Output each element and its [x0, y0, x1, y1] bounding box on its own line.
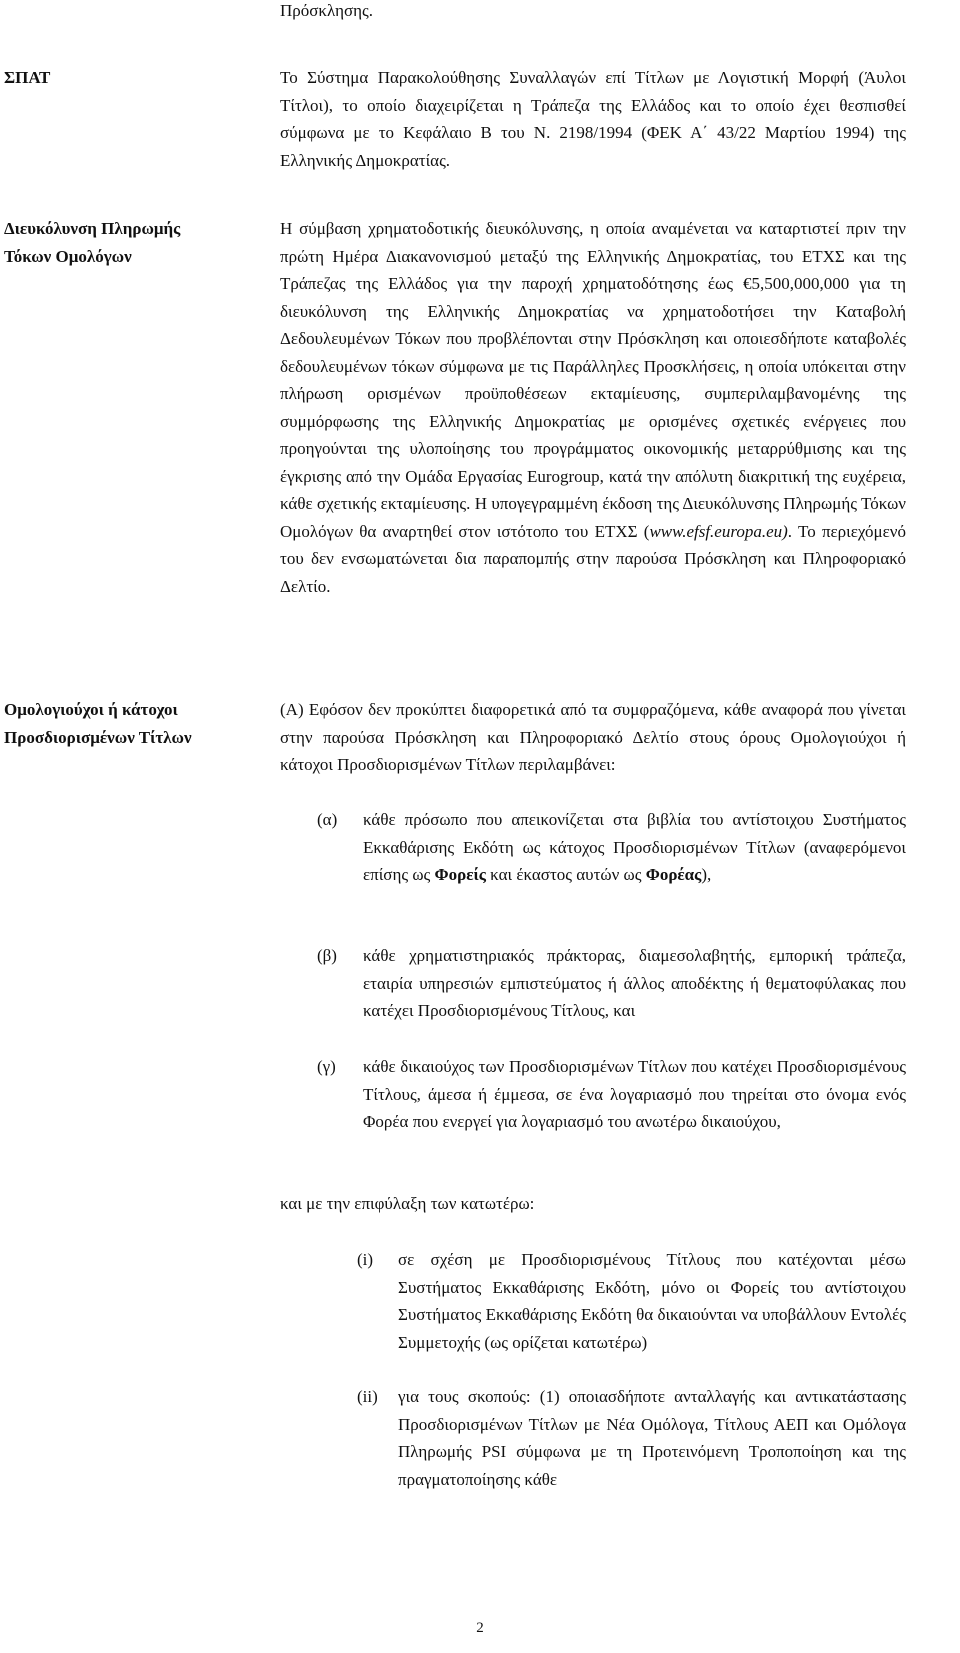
item-a-text-part3: ),: [701, 865, 712, 884]
efsf-website-link[interactable]: www.efsf.europa.eu): [649, 521, 788, 541]
item-a-text-part2: και έκαστος αυτών ως: [485, 865, 646, 884]
item-ii-label: (ii): [357, 1387, 378, 1406]
definition-interest-facility-text-b: . Το περιεχόμενό του δεν ενσωματώνεται δια παραπομπής στην παρούσα Πρόσκληση και Πληροφοριακό Δελτίο.: [280, 521, 906, 596]
item-a-text: [363, 806, 906, 889]
item-a-text-part1: κάθε πρόσωπο που απεικονίζεται στα βιβλία του αντίστοιχου Συστήματος Εκκαθάρισης Εκδότη ως κάτοχος Προσδιορισμένων Τίτλων (αναφερόμενοι επίσης ως: [363, 810, 906, 884]
item-c-text: κάθε δικαιούχος των Προσδιορισμένων Τίτλων που κατέχει Προσδιορισμένους Τίτλους, άμεσα ή έμμεσα, σε ένα λογαριασμό που τηρείται στο όνομα ενός Φορέα που ενεργεί για λογαριασμό του ανωτέρω δικαιούχου,: [363, 1057, 906, 1131]
page-number: 2: [476, 1620, 484, 1636]
item-i-text: σε σχέση με Προσδιορισμένους Τίτλους που κατέχονται μέσω Συστήματος Εκκαθάρισης Εκδότη, μόνο οι Φορείς του αντίστοιχου Συστήματος Εκκαθάρισης Εκδότη θα δικαιούνται να υποβάλλουν Εντολές Συμμετοχής (ως ορίζεται κατωτέρω): [398, 1250, 906, 1352]
item-b-label: (β): [317, 946, 337, 965]
term-bondholders-line2: Προσδιορισμένων Τίτλων: [4, 727, 192, 747]
term-bondholders-line1: Ομολογιούχοι ή κάτοχοι: [4, 700, 178, 719]
item-b-text: κάθε χρηματιστηριακός πράκτορας, διαμεσολαβητής, εμπορική τράπεζα, εταιρία υπηρεσιών εμπιστεύματος ή άλλος αποδέκτης ή θεματοφύλακας που κατέχει Προσδιορισμένους Τίτλους, και: [363, 946, 906, 1020]
term-spat: ΣΠΑΤ: [4, 68, 51, 87]
definition-interest-facility-text-a: Η σύμβαση χρηματοδοτικής διευκόλυνσης, η οποία αναμένεται να καταρτιστεί πριν την πρώτη Ημέρα Διακανονισμού μεταξύ της Ελληνικής Δημοκρατίας, του ΕΤΧΣ και της Τράπεζας της Ελλάδος για την παροχή χρηματοδότησης έως €5,500,000,000 για τη διευκόλυνση της Ελληνικής Δημοκρατίας να χρηματοδοτήσει την Καταβολή Δεδουλευμένων Τόκων που προβλέπονται στην Πρόσκληση και οποιεσδήποτε καταβολές δεδουλευμένων τόκων σύμφωνα με τις Παράλληλες Προσκλήσεις, η οποία υπόκειται στην πλήρωση ορισμένων προϋποθέσεων εκταμίευσης, συμπεριλαμβανομένης της συμμόρφωσης της Ελληνικής Δημοκρατίας με ορισμένες σχετικές ενέργειες που προηγούνται της υλοποίησης του προγράμματος οικονομικής μεταρρύθμισης και της έγκρισης από την Ομάδα Εργασίας Eurogroup, κατά την απόλυτη διακριτική της ευχέρεια, κάθε σχετικής εκταμίευσης. Η υπογεγραμμένη έκδοση της Διευκόλυνσης Πληρωμής Τόκων Ομολόγων θα αναρτηθεί στον ιστότοπο του ΕΤΧΣ (: [280, 219, 906, 541]
term-interest-facility-line1: Διευκόλυνση Πληρωμής: [4, 219, 181, 238]
proviso-line: και με την επιφύλαξη των κατωτέρω:: [280, 1194, 535, 1213]
item-a-bold-foreis: Φορείς: [434, 865, 486, 884]
term-bondholders: [4, 696, 192, 751]
top-continuation-line: Πρόσκλησης.: [280, 1, 374, 20]
definition-spat: Το Σύστημα Παρακολούθησης Συναλλαγών επί Τίτλων με Λογιστική Μορφή (Άυλοι Τίτλοι), το οποίο διαχειρίζεται η Τράπεζα της Ελλάδος και το οποίο έχει θεσπισθεί σύμφωνα με το Κεφάλαιο Β του Ν. 2198/1994 (ΦΕΚ Α΄ 43/22 Μαρτίου 1994) της Ελληνικής Δημοκρατίας.: [280, 68, 906, 170]
term-interest-facility-line2: Τόκων Ομολόγων: [4, 246, 132, 266]
definition-bondholders-intro: (Α) Εφόσον δεν προκύπτει διαφορετικά από τα συμφραζόμενα, κάθε αναφορά που γίνεται στην παρούσα Πρόσκληση και Πληροφοριακό Δελτίο στους όρους Ομολογιούχοι ή κάτοχοι Προσδιορισμένων Τίτλων περιλαμβάνει:: [280, 700, 906, 774]
item-a-bold-foreas: Φορέας: [645, 865, 702, 884]
definition-interest-facility: [280, 215, 906, 600]
item-a-label: (α): [317, 810, 338, 829]
item-c-label: (γ): [317, 1057, 336, 1076]
item-i-label: (i): [357, 1250, 374, 1269]
item-ii-text: για τους σκοπούς: (1) οποιασδήποτε ανταλλαγής και αντικατάστασης Προσδιορισμένων Τίτλων με Νέα Ομόλογα, Τίτλους ΑΕΠ και Ομόλογα Πληρωμής PSI σύμφωνα με τη Προτεινόμενη Τροποποίηση και της πραγματοποίησης κάθε: [398, 1387, 906, 1489]
term-interest-facility: [4, 215, 180, 270]
